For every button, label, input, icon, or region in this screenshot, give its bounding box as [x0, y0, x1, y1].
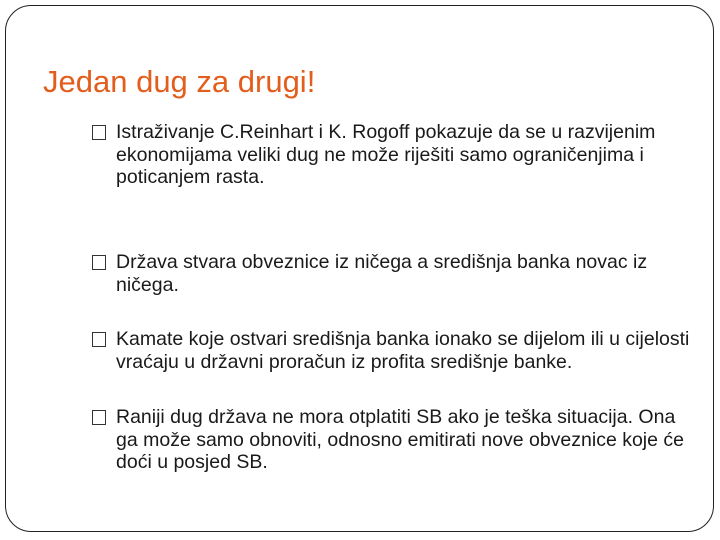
- square-bullet-icon: [92, 255, 106, 270]
- bullet-item: [92, 251, 692, 296]
- slide-title: Jedan dug za drugi!: [43, 64, 316, 99]
- bullet-item: [92, 328, 692, 373]
- square-bullet-icon: [92, 125, 106, 140]
- square-bullet-icon: [92, 410, 106, 425]
- bullet-text: Istraživanje C.Reinhart i K. Rogoff pokazuje da se u razvijenim ekonomijama veliki dug ne može riješiti samo ograničenjima i poticanjem rasta.: [116, 121, 656, 188]
- bullet-text: Kamate koje ostvari središnja banka ionako se dijelom ili u cijelosti vraćaju u državni proračun iz profita središnje banke.: [116, 328, 690, 373]
- bullet-item: [92, 406, 692, 474]
- bullet-text: Država stvara obveznice iz ničega a središnja banka novac iz ničega.: [116, 251, 648, 296]
- bullet-text: Raniji dug država ne mora otplatiti SB ako je teška situacija. Ona ga može samo obnoviti, odnosno emitirati nove obveznice koje će doći u posjed SB.: [116, 406, 684, 473]
- square-bullet-icon: [92, 332, 106, 347]
- bullet-item: [92, 121, 692, 189]
